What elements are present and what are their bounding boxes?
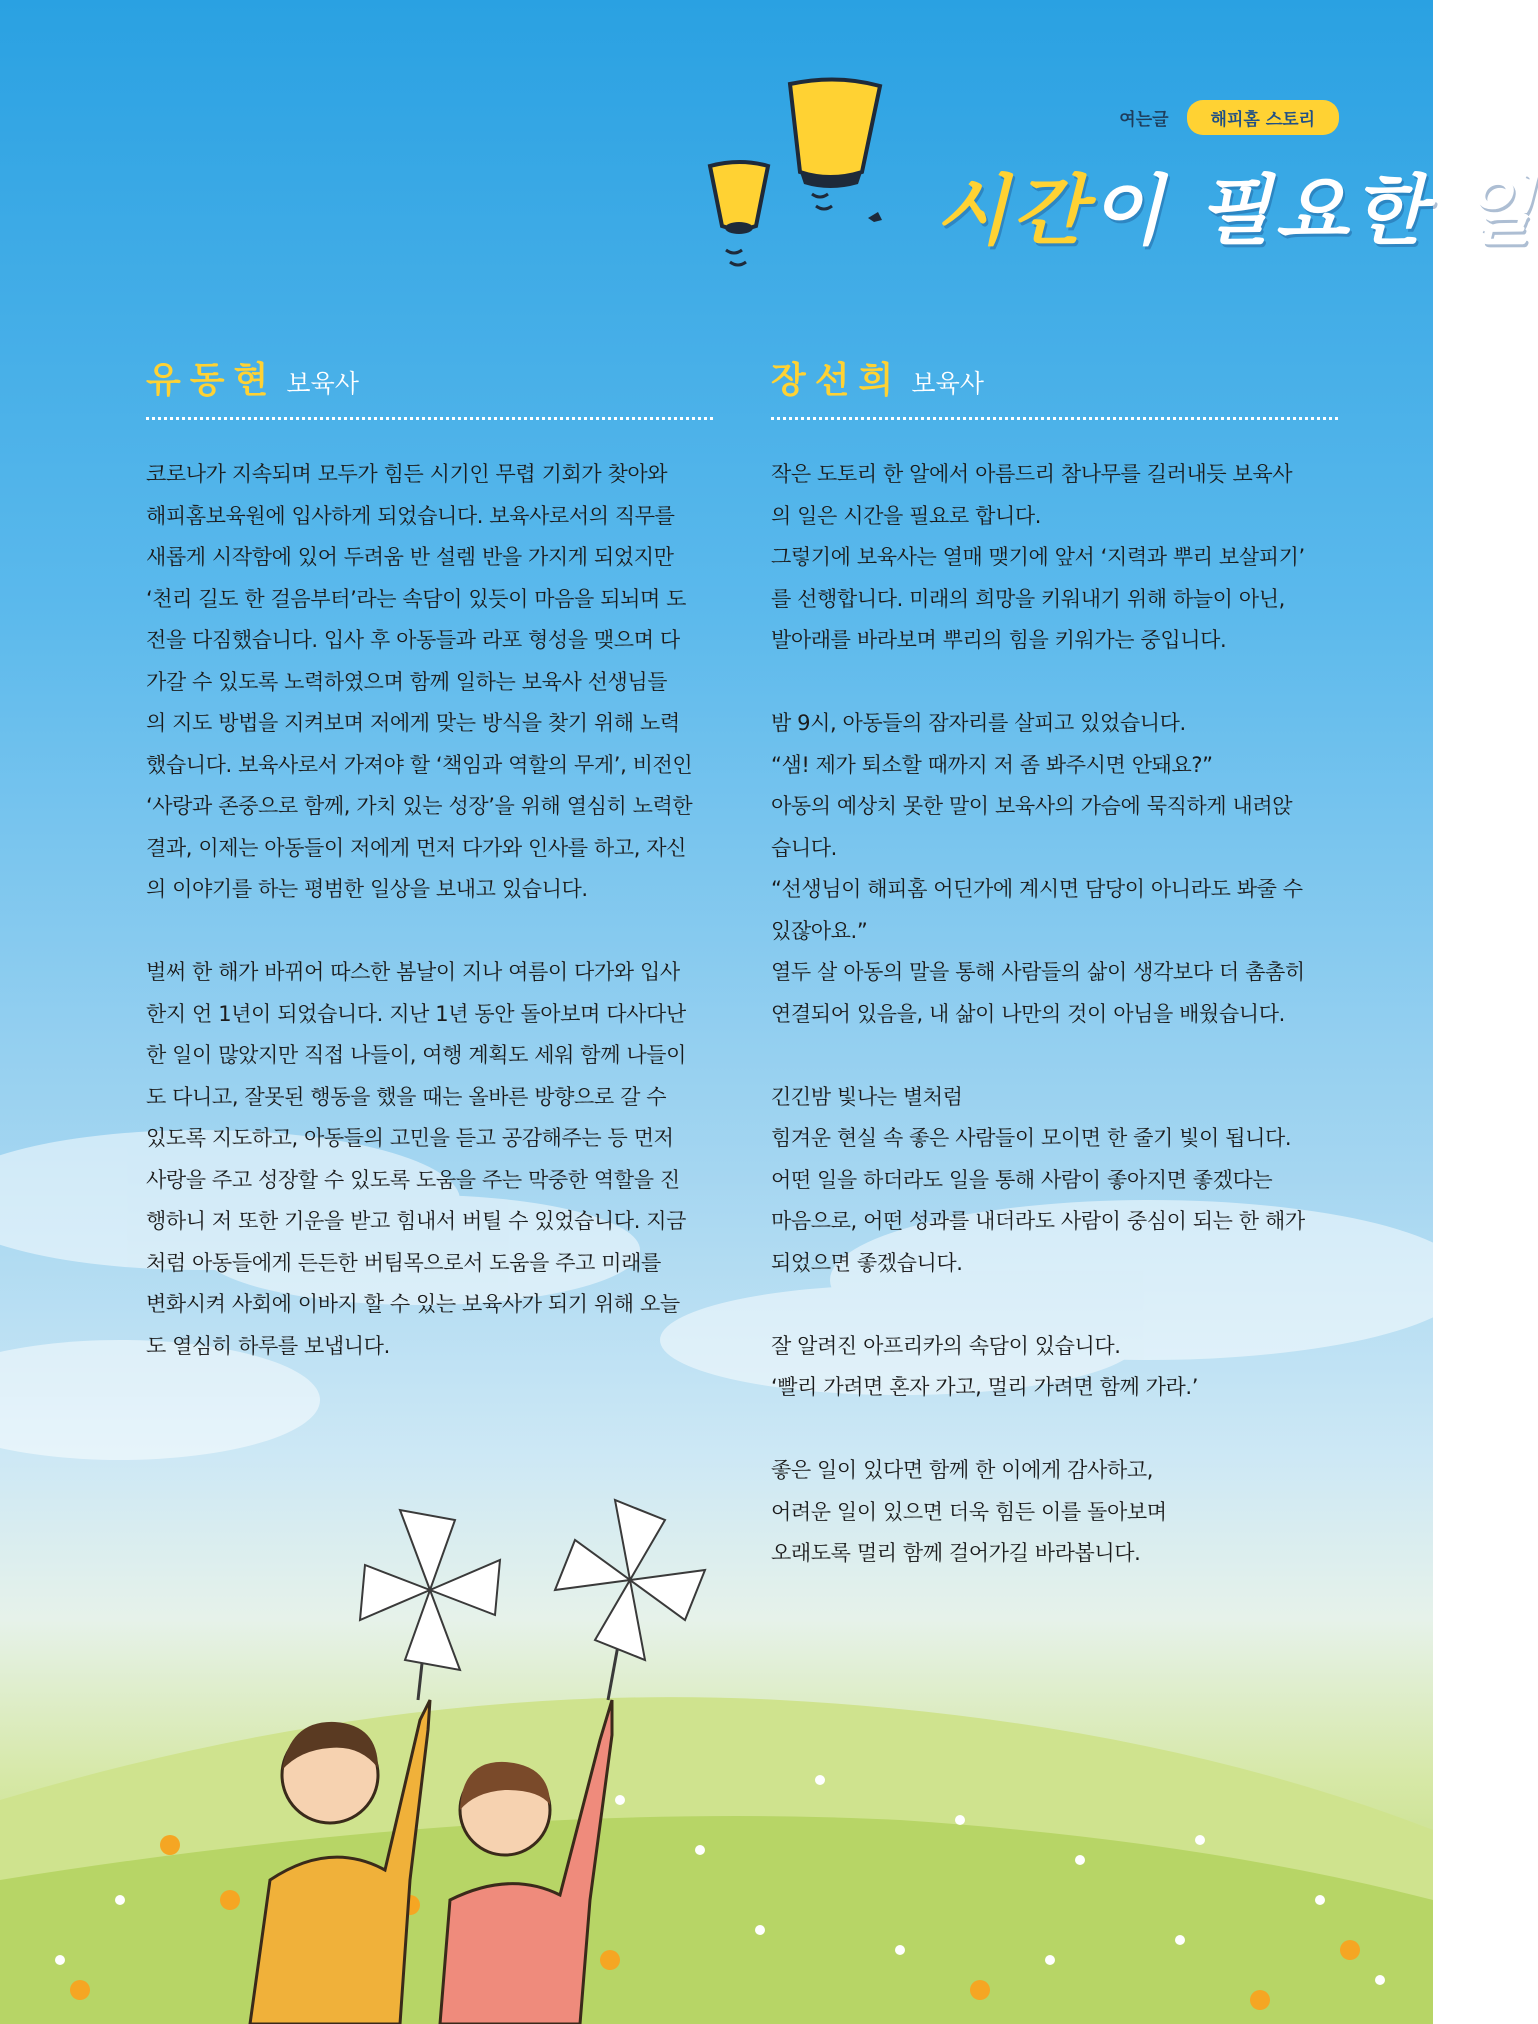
text-line: 의 지도 방법을 지켜보며 저에게 맞는 방식을 찾기 위해 노력 (146, 711, 680, 735)
page-title (935, 150, 1538, 259)
text-line: 마음으로, 어떤 성과를 내더라도 사람이 중심이 되는 한 해가 (771, 1209, 1305, 1233)
text-line: ‘빨리 가려면 혼자 가고, 멀리 가려면 함께 가라.’ (771, 1375, 1198, 1399)
text-line: 행하니 저 또한 기운을 받고 힘내서 버틸 수 있었습니다. 지금 (146, 1209, 687, 1233)
right-author-role: 보육사 (911, 369, 984, 398)
text-line: 작은 도토리 한 알에서 아름드리 참나무를 길러내듯 보육사 (771, 462, 1293, 486)
left-column (146, 352, 713, 1409)
text-line: 있도록 지도하고, 아동들의 고민을 듣고 공감해주는 등 먼저 (146, 1126, 674, 1150)
page-title-rest: 이 필요한 일 (1089, 166, 1538, 255)
text-line: “샘! 제가 퇴소할 때까지 저 좀 봐주시면 안돼요?” (771, 752, 1213, 777)
left-author-name: 유동현 (146, 360, 278, 401)
text-line: 어떤 일을 하더라도 일을 통해 사람이 좋아지면 좋겠다는 (771, 1167, 1273, 1192)
right-author-header (771, 352, 1338, 420)
text-line: 한지 언 1년이 되었습니다. 지난 1년 동안 돌아보며 다사다난 (146, 1001, 686, 1026)
text-line: 발아래를 바라보며 뿌리의 힘을 키워가는 중입니다. (771, 628, 1227, 652)
right-paragraph (771, 1077, 1338, 1285)
text-line: 해피홈보육원에 입사하게 되었습니다. 보육사로서의 직무를 (146, 503, 675, 528)
pinwheel-left-icon (360, 1510, 500, 1700)
lantern-small-icon (710, 162, 768, 265)
left-author-header (146, 352, 713, 420)
meadow (0, 1697, 1433, 2024)
text-line: 한 일이 많았지만 직접 나들이, 여행 계획도 세워 함께 나들이 (146, 1043, 687, 1067)
text-line: 의 이야기를 하는 평범한 일상을 보내고 있습니다. (146, 877, 588, 901)
text-line: 연결되어 있음을, 내 삶이 나만의 것이 아님을 배웠습니다. (771, 1001, 1285, 1026)
left-author-role: 보육사 (286, 369, 359, 398)
section-label: 여는글 (1119, 110, 1169, 130)
text-line: 잘 알려진 아프리카의 속담이 있습니다. (771, 1333, 1121, 1358)
text-line: 처럼 아동들에게 든든한 버팀목으로서 도움을 주고 미래를 (146, 1250, 661, 1275)
text-line: 오래도록 멀리 함께 걸어가길 바라봅니다. (771, 1541, 1141, 1565)
text-line: 아동의 예상치 못한 말이 보육사의 가슴에 묵직하게 내려앉 (771, 794, 1293, 818)
right-paragraph (771, 1450, 1338, 1575)
text-line: 도 다니고, 잘못된 행동을 했을 때는 올바른 방향으로 갈 수 (146, 1084, 667, 1109)
right-paragraph (771, 1326, 1338, 1409)
text-line: 새롭게 시작함에 있어 두려움 반 설렘 반을 가지게 되었지만 (146, 545, 674, 569)
text-line: 를 선행합니다. 미래의 희망을 키워내기 위해 하늘이 아닌, (771, 586, 1285, 611)
left-paragraph (146, 454, 713, 911)
right-paragraph (771, 454, 1338, 662)
text-line: 벌써 한 해가 바뀌어 따스한 봄날이 지나 여름이 다가와 입사 (146, 960, 680, 984)
text-line: 열두 살 아동의 말을 통해 사람들의 삶이 생각보다 더 촘촘히 (771, 960, 1305, 984)
left-paragraph (146, 952, 713, 1367)
text-line: 변화시켜 사회에 이바지 할 수 있는 보육사가 되기 위해 오늘 (146, 1292, 680, 1316)
text-line: 도 열심히 하루를 보냅니다. (146, 1333, 390, 1358)
text-line: 어려운 일이 있으면 더욱 힘든 이를 돌아보며 (771, 1499, 1167, 1524)
lantern-large-icon (790, 79, 880, 209)
text-line: 밤 9시, 아동들의 잠자리를 살피고 있었습니다. (771, 711, 1186, 735)
text-line: 힘겨운 현실 속 좋은 사람들이 모이면 한 줄기 빛이 됩니다. (771, 1126, 1292, 1150)
bird-icon (868, 212, 882, 222)
right-author-name: 장선희 (771, 360, 903, 401)
text-line: 했습니다. 보육사로서 가져야 할 ‘책임과 역할의 무게’, 비전인 (146, 752, 693, 777)
page-title-highlight: 시간 (935, 166, 1090, 255)
text-line: 가갈 수 있도록 노력하였으며 함께 일하는 보육사 선생님들 (146, 669, 668, 694)
text-line: “선생님이 해피홈 어딘가에 계시면 담당이 아니라도 봐줄 수 (771, 877, 1303, 901)
text-line: 사랑을 주고 성장할 수 있도록 도움을 주는 막중한 역할을 진 (146, 1167, 680, 1192)
text-line: ‘천리 길도 한 걸음부터’라는 속담이 있듯이 마음을 되뇌며 도 (146, 586, 687, 611)
text-line: 의 일은 시간을 필요로 합니다. (771, 503, 1042, 528)
right-column (771, 352, 1338, 1616)
text-line: 결과, 이제는 아동들이 저에게 먼저 다가와 인사를 하고, 자신 (146, 835, 687, 860)
text-line: 되었으면 좋겠습니다. (771, 1250, 963, 1275)
right-paragraph (771, 703, 1338, 1035)
text-line: 습니다. (771, 835, 837, 860)
text-line: 좋은 일이 있다면 함께 한 이에게 감사하고, (771, 1458, 1153, 1482)
pinwheel-right-icon (555, 1500, 705, 1700)
text-line: ‘사랑과 존중으로 함께, 가치 있는 성장’을 위해 열심히 노력한 (146, 794, 693, 818)
right-body-text (771, 454, 1338, 1575)
text-line: 전을 다짐했습니다. 입사 후 아동들과 라포 형성을 맺으며 다 (146, 628, 680, 652)
left-body-text (146, 454, 713, 1367)
header-tags (1119, 100, 1339, 135)
text-line: 그렇기에 보육사는 열매 맺기에 앞서 ‘지력과 뿌리 보살피기’ (771, 545, 1305, 569)
section-tag-badge: 해피홈 스토리 (1187, 100, 1339, 135)
text-line: 긴긴밤 빛나는 별처럼 (771, 1084, 963, 1109)
text-line: 코로나가 지속되며 모두가 힘든 시기인 무렵 기회가 찾아와 (146, 462, 668, 486)
text-line: 있잖아요.” (771, 918, 868, 943)
